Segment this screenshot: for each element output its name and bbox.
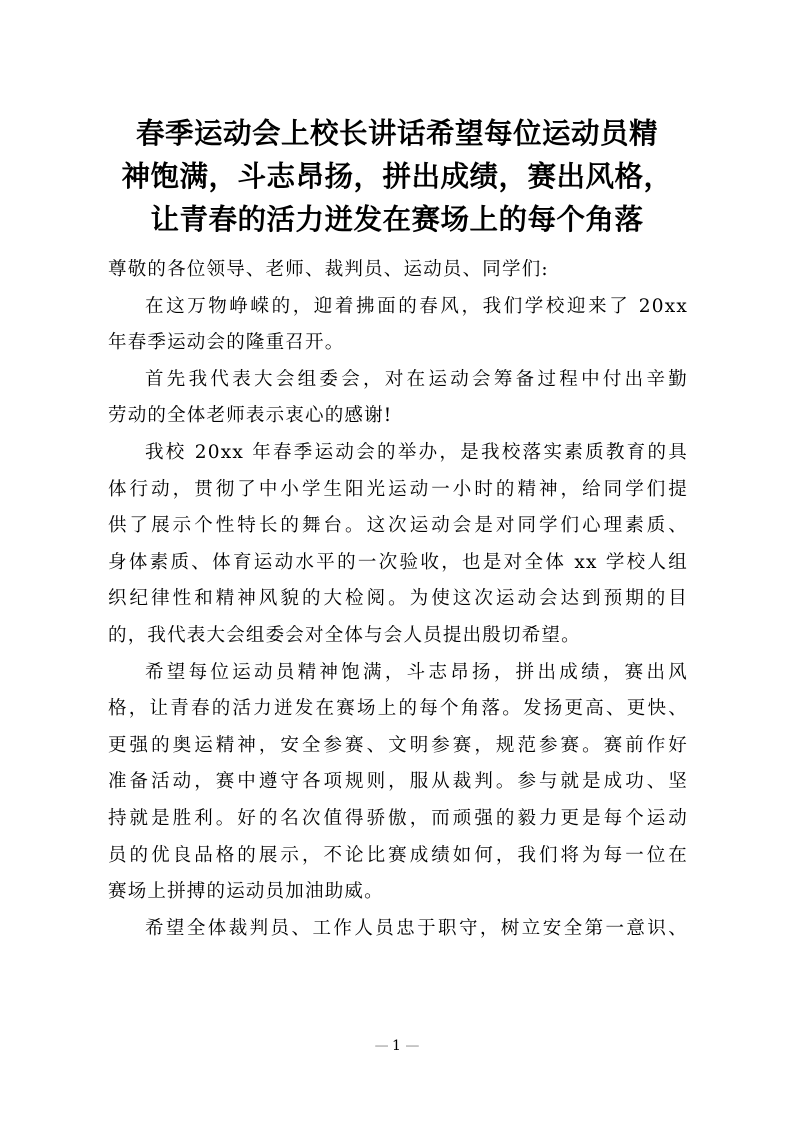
- body-text-line: 希望每位运动员精神饱满，斗志昂扬，拼出成绩，赛出风: [145, 661, 688, 683]
- footer-dash-right: —: [405, 1038, 419, 1054]
- title-line-2: 神饱满，斗志昂扬，拼出成绩，赛出风格，: [121, 160, 673, 193]
- footer-dash-left: —: [374, 1038, 388, 1054]
- body-text-line: 持就是胜利。好的名次值得骄傲，而顽强的毅力更是每个运动: [108, 807, 688, 829]
- body-text-line: 织纪律性和精神风貌的大检阅。为使这次运动会达到预期的目: [108, 588, 688, 610]
- body-text-line: 供了展示个性特长的舞台。这次运动会是对同学们心理素质、: [108, 515, 688, 537]
- title-line-3: 让青春的活力迸发在赛场上的每个角落: [150, 203, 644, 236]
- body-text-line: 年春季运动会的隆重召开。: [108, 332, 345, 354]
- body-text-line: 赛场上拼搏的运动员加油助威。: [108, 881, 384, 903]
- title-line-1: 春季运动会上校长讲话希望每位运动员精: [135, 117, 658, 150]
- body-text-line: 身体素质、体育运动水平的一次验收，也是对全体 xx 学校人组: [108, 551, 688, 573]
- body-text-line: 首先我代表大会组委会，对在运动会筹备过程中付出辛勤: [145, 368, 688, 390]
- body-text-line: 希望全体裁判员、工作人员忠于职守，树立安全第一意识、: [145, 917, 688, 939]
- body-text-line: 格，让青春的活力迸发在赛场上的每个角落。发扬更高、更快、: [108, 698, 688, 720]
- body-text-line: 在这万物峥嵘的，迎着拂面的春风，我们学校迎来了 20xx: [145, 295, 688, 317]
- body-text-line: 更强的奥运精神，安全参赛、文明参赛，规范参赛。赛前作好: [108, 734, 688, 756]
- body-text-line: 的，我代表大会组委会对全体与会人员提出殷切希望。: [108, 624, 581, 646]
- document-title: [100, 112, 694, 241]
- page-number: 1: [392, 1038, 401, 1054]
- body-text-line: 员的优良品格的展示，不论比赛成绩如何，我们将为每一位在: [108, 844, 688, 866]
- body-text-line: 我校 20xx 年春季运动会的举办，是我校落实素质教育的具: [145, 441, 688, 463]
- body-text-line: 劳动的全体老师表示衷心的感谢!: [108, 405, 393, 427]
- body-text-line: 尊敬的各位领导、老师、裁判员、运动员、同学们:: [108, 259, 549, 280]
- body-text-line: 体行动，贯彻了中小学生阳光运动一小时的精神，给同学们提: [108, 478, 688, 500]
- document-body: [108, 252, 688, 947]
- page-footer: [0, 1038, 793, 1054]
- body-text-line: 准备活动，赛中遵守各项规则，服从裁判。参与就是成功、坚: [108, 771, 688, 793]
